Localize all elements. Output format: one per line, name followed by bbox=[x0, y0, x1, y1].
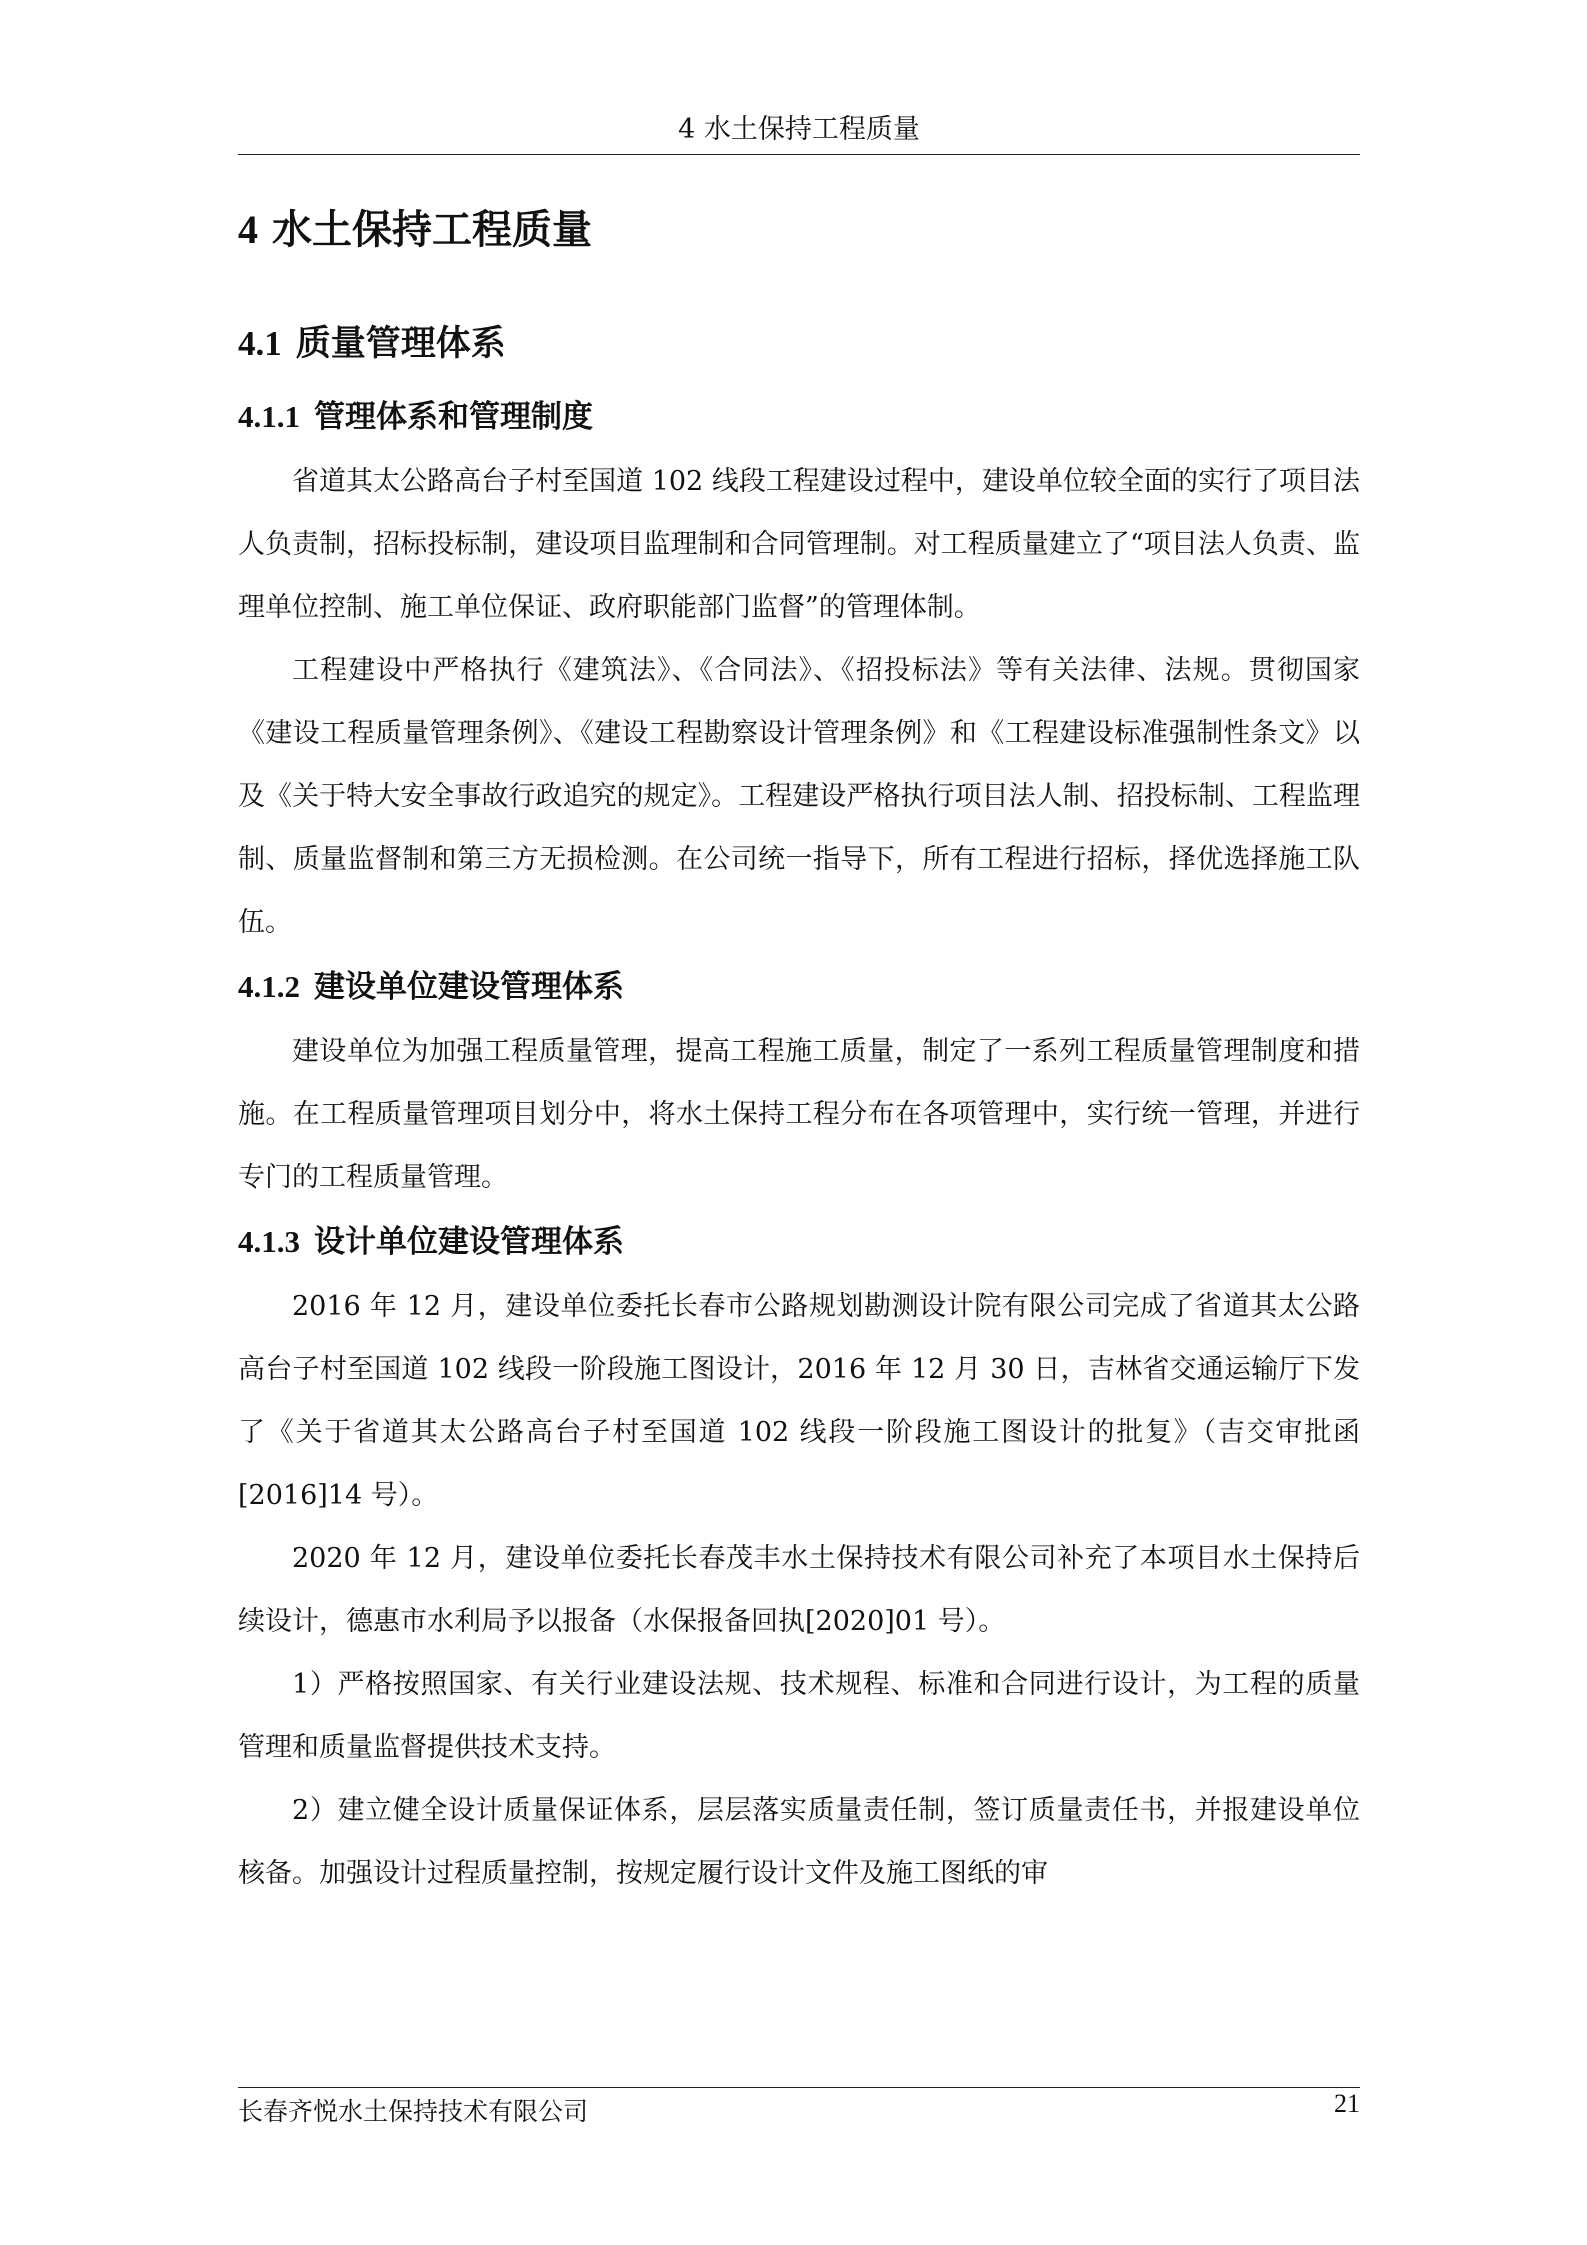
paragraph: 建设单位为加强工程质量管理，提高工程施工质量，制定了一系列工程质量管理制度和措施。在工程质量管理项目划分中，将水土保持工程分布在各项管理中，实行统一管理，并进行专门的工程质量管理。 bbox=[238, 1036, 1360, 1193]
paragraph: 工程建设中严格执行《建筑法》、《合同法》、《招投标法》等有关法律、法规。贯彻国家《建设工程质量管理条例》、《建设工程勘察设计管理条例》和《工程建设标准强制性条文》以及《关于特大安全事故行政追究的规定》。工程建设严格执行项目法人制、招投标制、工程监理制、质量监督制和第三方无损检测。在公司统一指导下，所有工程进行招标，择优选择施工队伍。 bbox=[238, 655, 1360, 938]
subsection-heading-4-1-3 bbox=[238, 1209, 1360, 1275]
subsection-number: 4.1.2 bbox=[238, 969, 300, 1004]
footer-divider bbox=[238, 2087, 1360, 2088]
subsection-number: 4.1.3 bbox=[238, 1224, 300, 1259]
header-divider bbox=[238, 154, 1360, 155]
section-title: 质量管理体系 bbox=[295, 324, 506, 364]
paragraph: 2）建立健全设计质量保证体系，层层落实质量责任制，签订质量责任书，并报建设单位核备。加强设计过程质量控制，按规定履行设计文件及施工图纸的审 bbox=[238, 1795, 1360, 1889]
paragraph: 1）严格按照国家、有关行业建设法规、技术规程、标准和合同进行设计，为工程的质量管理和质量监督提供技术支持。 bbox=[238, 1669, 1360, 1763]
page-number: 21 bbox=[1334, 2089, 1360, 2118]
running-header: 4 水土保持工程质量 bbox=[678, 114, 920, 145]
section-number: 4.1 bbox=[238, 324, 282, 363]
page-content bbox=[238, 190, 1360, 1905]
subsection-number: 4.1.1 bbox=[238, 399, 300, 434]
subsection-heading-4-1-2 bbox=[238, 954, 1360, 1020]
subsection-title: 建设单位建设管理体系 bbox=[314, 969, 624, 1005]
chapter-heading bbox=[238, 190, 1360, 270]
section-heading bbox=[238, 314, 1360, 374]
chapter-number: 4 bbox=[238, 207, 258, 252]
chapter-title: 水土保持工程质量 bbox=[272, 207, 592, 253]
subsection-title: 管理体系和管理制度 bbox=[314, 399, 593, 435]
footer-company-name: 长春齐悦水土保持技术有限公司 bbox=[238, 2097, 589, 2126]
subsection-heading-4-1-1 bbox=[238, 384, 1360, 450]
paragraph: 2020 年 12 月，建设单位委托长春茂丰水土保持技术有限公司补充了本项目水土保持后续设计，德惠市水利局予以报备（水保报备回执[2020]01 号）。 bbox=[238, 1543, 1360, 1637]
subsection-title: 设计单位建设管理体系 bbox=[314, 1224, 624, 1260]
paragraph: 2016 年 12 月，建设单位委托长春市公路规划勘测设计院有限公司完成了省道其太公路高台子村至国道 102 线段一阶段施工图设计，2016 年 12 月 30 日，吉林省交通运输厅下发了《关于省道其太公路高台子村至国道 102 线段一阶段施工图设计的批复》（吉交审批函[2016]14 号）。 bbox=[238, 1291, 1360, 1511]
paragraph: 省道其太公路高台子村至国道 102 线段工程建设过程中，建设单位较全面的实行了项目法人负责制，招标投标制，建设项目监理制和合同管理制。对工程质量建立了“项目法人负责、监理单位控制、施工单位保证、政府职能部门监督”的管理体制。 bbox=[238, 466, 1360, 623]
